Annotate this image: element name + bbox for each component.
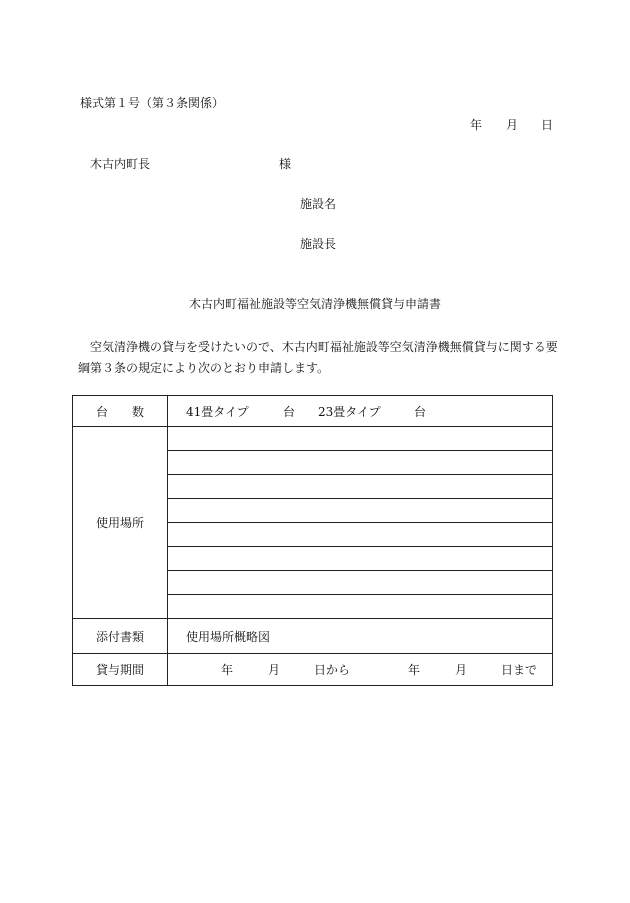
period-from-year: 年 xyxy=(221,663,234,677)
location-label: 使用場所 xyxy=(73,427,168,619)
location-line[interactable] xyxy=(168,547,553,571)
document-title: 木古内町福祉施設等空気清浄機無償貸与申請書 xyxy=(188,297,441,311)
type2-unit: 台 xyxy=(414,404,427,419)
location-line[interactable] xyxy=(168,571,553,595)
count-row xyxy=(73,396,553,427)
location-row xyxy=(73,427,553,451)
location-line[interactable] xyxy=(168,523,553,547)
form-number: 様式第１号（第３条関係） xyxy=(80,96,225,110)
application-statement: 空気清浄機の貸与を受けたいので、木古内町福祉施設等空気清浄機無償貸与に関する要綱第３条の規定により次のとおり申請します。 xyxy=(78,340,558,375)
period-field[interactable] xyxy=(168,654,553,686)
addressee-name: 木古内町長 xyxy=(90,157,151,171)
application-table xyxy=(72,395,553,686)
type2-label: 23畳タイプ xyxy=(318,404,381,419)
date-day-label: 日 xyxy=(541,118,554,132)
count-label-char1: 台 xyxy=(95,404,108,419)
attachments-row xyxy=(73,619,553,654)
date-month-label: 月 xyxy=(506,118,519,132)
period-row xyxy=(73,654,553,686)
count-label-char2: 数 xyxy=(131,404,144,419)
count-label xyxy=(73,396,168,427)
location-line[interactable] xyxy=(168,499,553,523)
facility-name-label: 施設名 xyxy=(300,197,337,211)
period-to-month: 月 xyxy=(455,663,468,677)
type1-unit: 台 xyxy=(283,404,296,419)
facility-head-label: 施設長 xyxy=(300,237,337,251)
application-date xyxy=(470,119,553,131)
period-from-day: 日から xyxy=(314,663,351,677)
location-line[interactable] xyxy=(168,595,553,619)
count-field[interactable] xyxy=(168,396,553,427)
attachments-label: 添付書類 xyxy=(73,619,168,654)
period-label: 貸与期間 xyxy=(73,654,168,686)
date-year-label: 年 xyxy=(470,118,483,132)
type1-label: 41畳タイプ xyxy=(186,404,249,419)
period-from-month: 月 xyxy=(268,663,281,677)
location-line[interactable] xyxy=(168,427,553,451)
addressee-honorific: 様 xyxy=(279,157,292,171)
location-line[interactable] xyxy=(168,475,553,499)
location-line[interactable] xyxy=(168,451,553,475)
period-to-day: 日まで xyxy=(501,663,538,677)
period-to-year: 年 xyxy=(408,663,421,677)
attachments-value: 使用場所概略図 xyxy=(168,619,553,654)
